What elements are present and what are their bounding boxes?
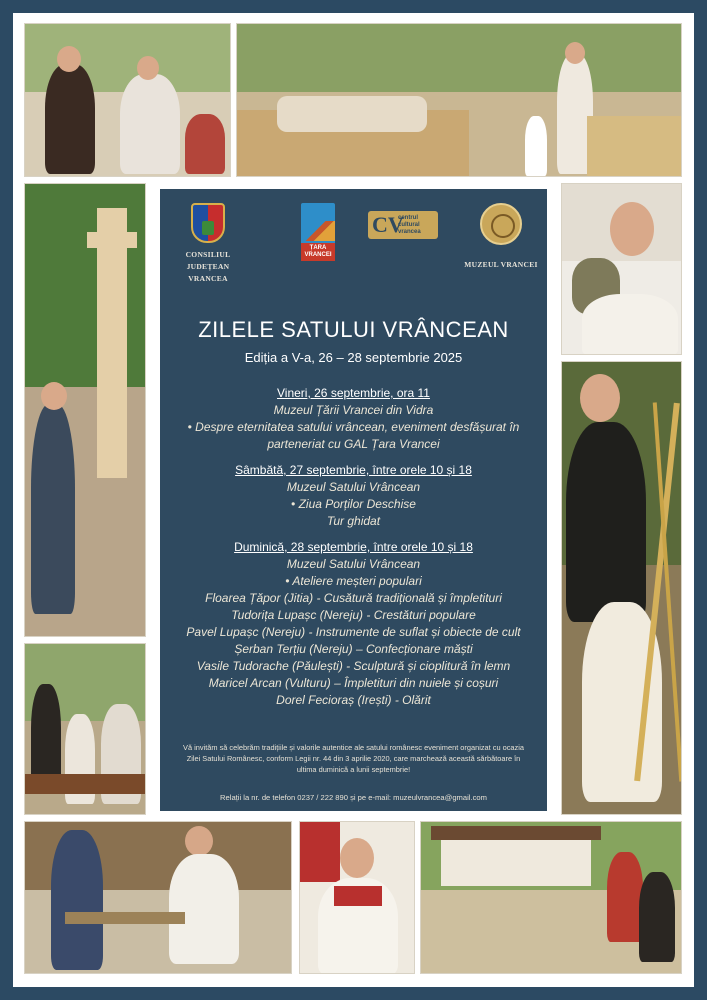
day-line: Muzeul Țării Vrancei din Vidra [273,403,434,417]
day-line: Floarea Țăpor (Jitia) - Cusătură tradițională și împletituri [205,591,502,605]
day-line: Pavel Lupașc (Nereju) - Instrumente de suflat și obiecte de cult [186,625,521,639]
schedule-day-saturday [170,462,537,530]
day-line: parteneriat cu GAL Țara Vrancei [267,437,440,451]
event-info-panel [157,186,550,814]
county-council-caption: CONSILIUL JUDEȚEAN VRANCEA [185,250,231,283]
photo-basket-weaver [561,361,682,815]
day-line: Muzeul Satului Vrâncean [286,557,421,571]
schedule-day-friday [170,385,537,453]
county-coat-of-arms-icon [191,203,225,243]
schedule [170,385,537,709]
day-line: Maricel Arcan (Vulturu) – Împletituri din nuiele și coșuri [208,676,499,690]
day-line: • Despre eternitatea satului vrâncean, eveniment desfășurat în [187,420,520,434]
day-line: Tudorița Lupașc (Nereju) - Crestături populare [231,608,476,622]
day-heading: Duminică, 28 septembrie, între orele 10 și 18 [234,540,473,554]
tara-vrancei-mountain-icon [301,203,335,261]
day-line: Muzeul Satului Vrâncean [286,480,421,494]
day-line: Dorel Fecioraș (Irești) - Olărit [276,693,431,707]
photo-workshop-crowd [24,643,146,815]
day-line: Vasile Tudorache (Păulești) - Sculptură și cioplitură în lemn [196,659,511,673]
contact-info: Relații la nr. de telefon 0237 / 222 890 și pe e-mail: muzeulvrancea@gmail.com [220,793,487,802]
event-edition: Ediția a V-a, 26 – 28 septembrie 2025 [244,350,463,365]
photo-potter [561,183,682,355]
cultural-center-name: centrul cultural vrancea [398,215,421,235]
day-line: • Ateliere meșteri populari [285,574,422,588]
day-line: • Ziua Porților Deschise [291,497,416,511]
county-council-logo [168,203,248,285]
day-heading: Sâmbătă, 27 septembrie, între orele 10 și 18 [235,463,472,477]
museum-caption: MUZEUL VRANCEI [464,260,538,269]
museum-logo [456,203,546,271]
partner-logos [160,203,547,283]
event-title: ZILELE SATULUI VRÂNCEAN [198,317,509,342]
schedule-day-sunday [170,539,537,709]
photo-village-fair [236,23,682,177]
photo-woman-costume [299,821,415,974]
photo-craftsman-masks [24,23,231,177]
photo-village-houses [420,821,682,974]
tara-vrancei-logo [278,203,358,261]
photo-wood-lathe [24,821,292,974]
photo-wood-carver [24,183,146,637]
day-line: Șerban Terțiu (Nereju) – Confecționare măști [234,642,473,656]
museum-seal-icon [480,203,522,245]
cultural-center-initials: CV [372,212,404,237]
day-heading: Vineri, 26 septembrie, ora 11 [277,386,430,400]
day-line: Tur ghidat [326,514,381,528]
cultural-center-mark-icon [368,211,438,239]
cultural-center-logo [358,203,448,239]
tara-vrancei-text: ȚARA VRANCEI [304,245,332,258]
invitation-note: Vă invităm să celebrăm tradițiile și valorile autentice ale satului românesc eveniment organizat cu ocazia Zilei Satului Românesc, conform Legii nr. 44 din 3 aprilie 2020, care marchează această sărbătoare în ultima duminică a lunii septembrie! [183,743,524,774]
